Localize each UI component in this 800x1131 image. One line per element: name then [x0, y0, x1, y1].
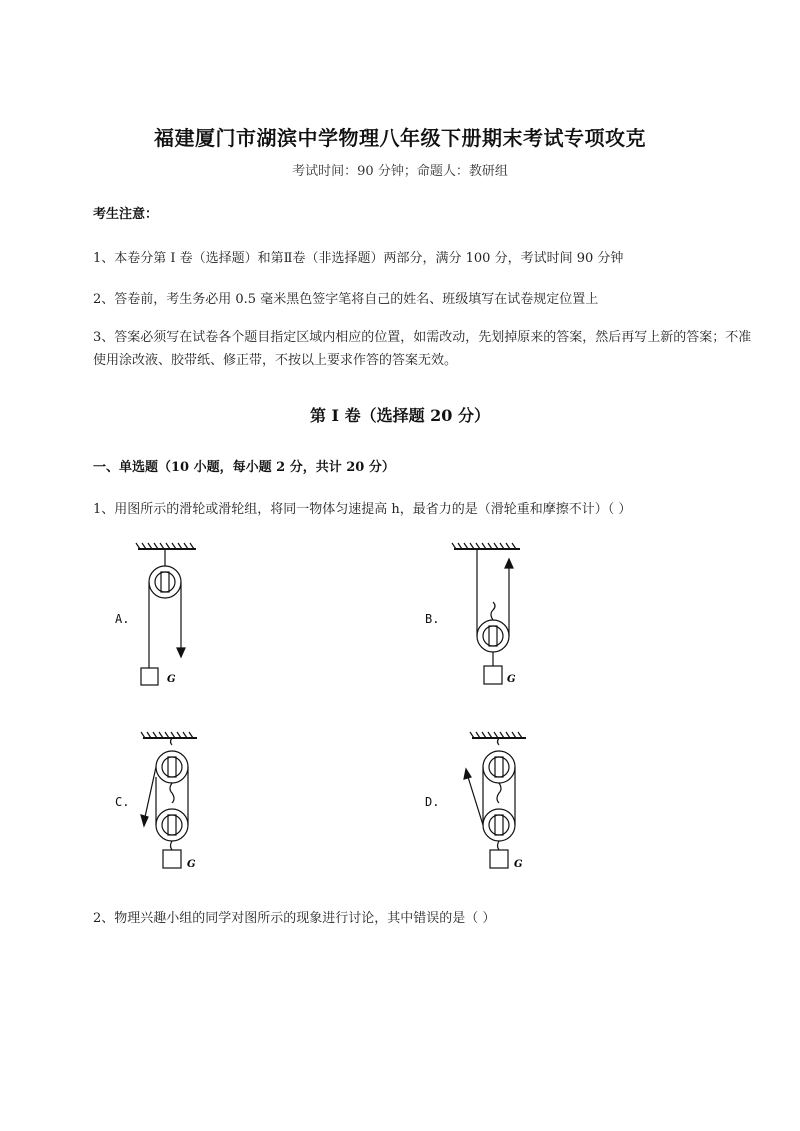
- figure-b-movable-pulley: [450, 540, 540, 700]
- exam-info: 考试时间：90 分钟；命题人：教研组: [292, 164, 508, 179]
- weight-label-c: G: [187, 859, 196, 870]
- part-heading: 一、单选题（10 小题，每小题 2 分，共计 20 分）: [93, 460, 395, 475]
- section-title: 第 I 卷（选择题 20 分）: [309, 406, 491, 425]
- figure-d-pulley-block: [458, 725, 548, 885]
- notice-item-3: 3、答案必须写在试卷各个题目指定区域内相应的位置，如需改动，先划掉原来的答案，然后再写上新的答案；不准使用涂改液、胶带纸、修正带，不按以上要求作答的答案无效。: [93, 330, 752, 368]
- option-a-label: A.: [115, 612, 130, 626]
- figure-a-fixed-pulley: [130, 540, 210, 700]
- weight-label-d: G: [514, 859, 523, 870]
- figure-c-pulley-block: [135, 725, 225, 885]
- weight-label-a: G: [167, 674, 176, 685]
- option-c-label: C.: [115, 795, 130, 809]
- notice-heading: 考生注意：: [93, 207, 159, 222]
- page-title: 福建厦门市湖滨中学物理八年级下册期末考试专项攻克: [154, 126, 646, 150]
- question-2-text: 2、物理兴趣小组的同学对图所示的现象进行讨论，其中错误的是（ ）: [93, 911, 496, 926]
- option-d-label: D.: [425, 795, 440, 809]
- option-b-label: B.: [425, 612, 440, 626]
- notice-item-1: 1、本卷分第 I 卷（选择题）和第Ⅱ卷（非选择题）两部分，满分 100 分，考试时间 90 分钟: [93, 251, 624, 266]
- question-1-text: 1、用图所示的滑轮或滑轮组，将同一物体匀速提高 h，最省力的是（滑轮重和摩擦不计）（ ）: [93, 502, 632, 517]
- notice-item-2: 2、答卷前，考生务必用 0.5 毫米黑色签字笔将自己的姓名、班级填写在试卷规定位置上: [93, 292, 599, 307]
- weight-label-b: G: [507, 674, 516, 685]
